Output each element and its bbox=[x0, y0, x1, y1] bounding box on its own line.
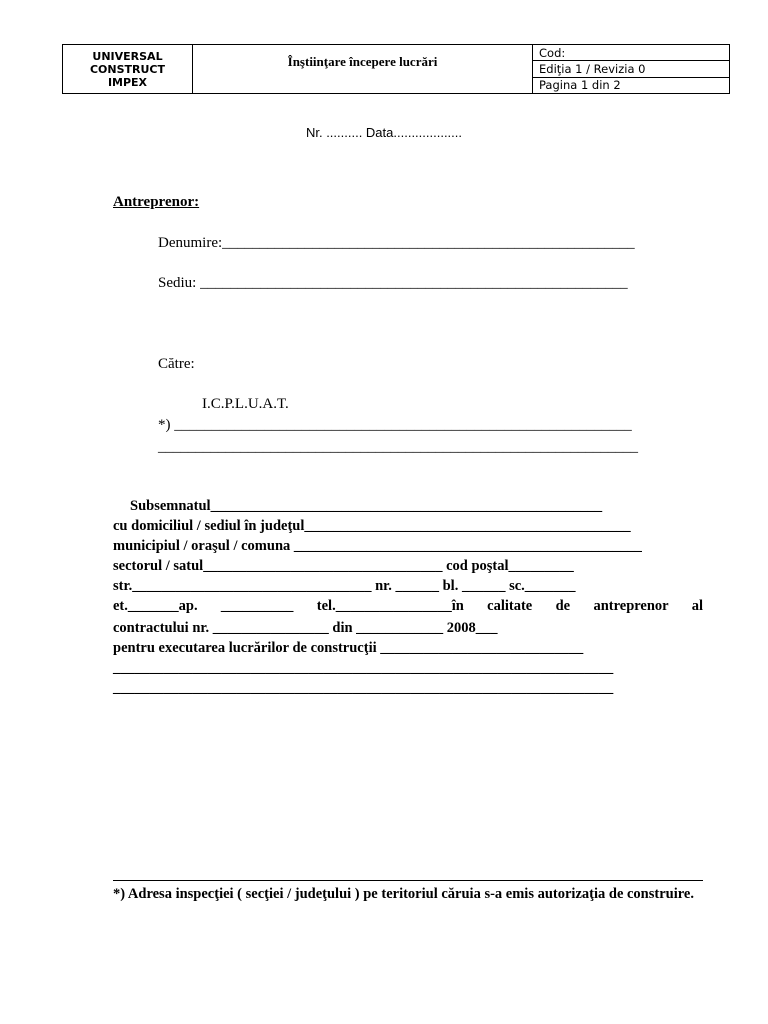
document-code: Cod: bbox=[533, 45, 729, 61]
contractor-name-line: Denumire:_______________________________________________________ bbox=[158, 235, 635, 251]
body-line-1: Subsemnatul______________________________________________________ bbox=[130, 498, 603, 514]
body-line-5: str._________________________________ nr. ______ bl. ______ sc._______ bbox=[113, 578, 576, 594]
recipient-institution: I.C.P.L.U.A.T. bbox=[202, 396, 289, 412]
contractor-heading: Antreprenor: bbox=[113, 194, 200, 210]
company-name-line2: CONSTRUCT bbox=[89, 62, 166, 76]
body-line-4: sectorul / satul_________________________________ cod poştal_________ bbox=[113, 558, 574, 574]
recipient-line1: *) _____________________________________________________________ bbox=[158, 417, 632, 433]
document-meta bbox=[533, 45, 729, 93]
contractor-seat-line: Sediu: _________________________________________________________ bbox=[158, 275, 628, 291]
footnote: *) Adresa inspecţiei ( secţiei / judeţului ) pe teritoriul căruia s-a emis autorizaţia de construire. bbox=[113, 886, 694, 902]
body-line-2: cu domiciliul / sediul în judeţul_____________________________________________ bbox=[113, 518, 631, 534]
body-line-3: municipiul / oraşul / comuna ________________________________________________ bbox=[113, 538, 642, 554]
body-line-9: _____________________________________________________________________ bbox=[113, 660, 614, 676]
footnote-separator bbox=[113, 880, 703, 881]
recipient-line2: ________________________________________________________________ bbox=[158, 439, 638, 455]
recipient-to: Către: bbox=[158, 356, 195, 372]
document-edition: Ediţia 1 / Revizia 0 bbox=[533, 61, 729, 77]
document-page: Pagina 1 din 2 bbox=[539, 78, 621, 93]
document-title: Înştiinţare începere lucrări bbox=[193, 45, 533, 93]
body-line-8: pentru executarea lucrărilor de construcţii ____________________________ bbox=[113, 640, 584, 656]
company-name-line3: IMPEX bbox=[107, 75, 148, 89]
company-name-line1: UNIVERSAL bbox=[92, 49, 163, 63]
number-date-line: Nr. .......... Data................... bbox=[305, 125, 463, 140]
document-header bbox=[62, 44, 730, 94]
body-line-6: et._______ap. __________ tel.________________în calitate de antreprenor al bbox=[113, 598, 703, 614]
body-line-10: _____________________________________________________________________ bbox=[113, 680, 614, 696]
company-cell bbox=[63, 45, 193, 93]
body-line-7: contractului nr. ________________ din ____________ 2008___ bbox=[113, 620, 498, 636]
